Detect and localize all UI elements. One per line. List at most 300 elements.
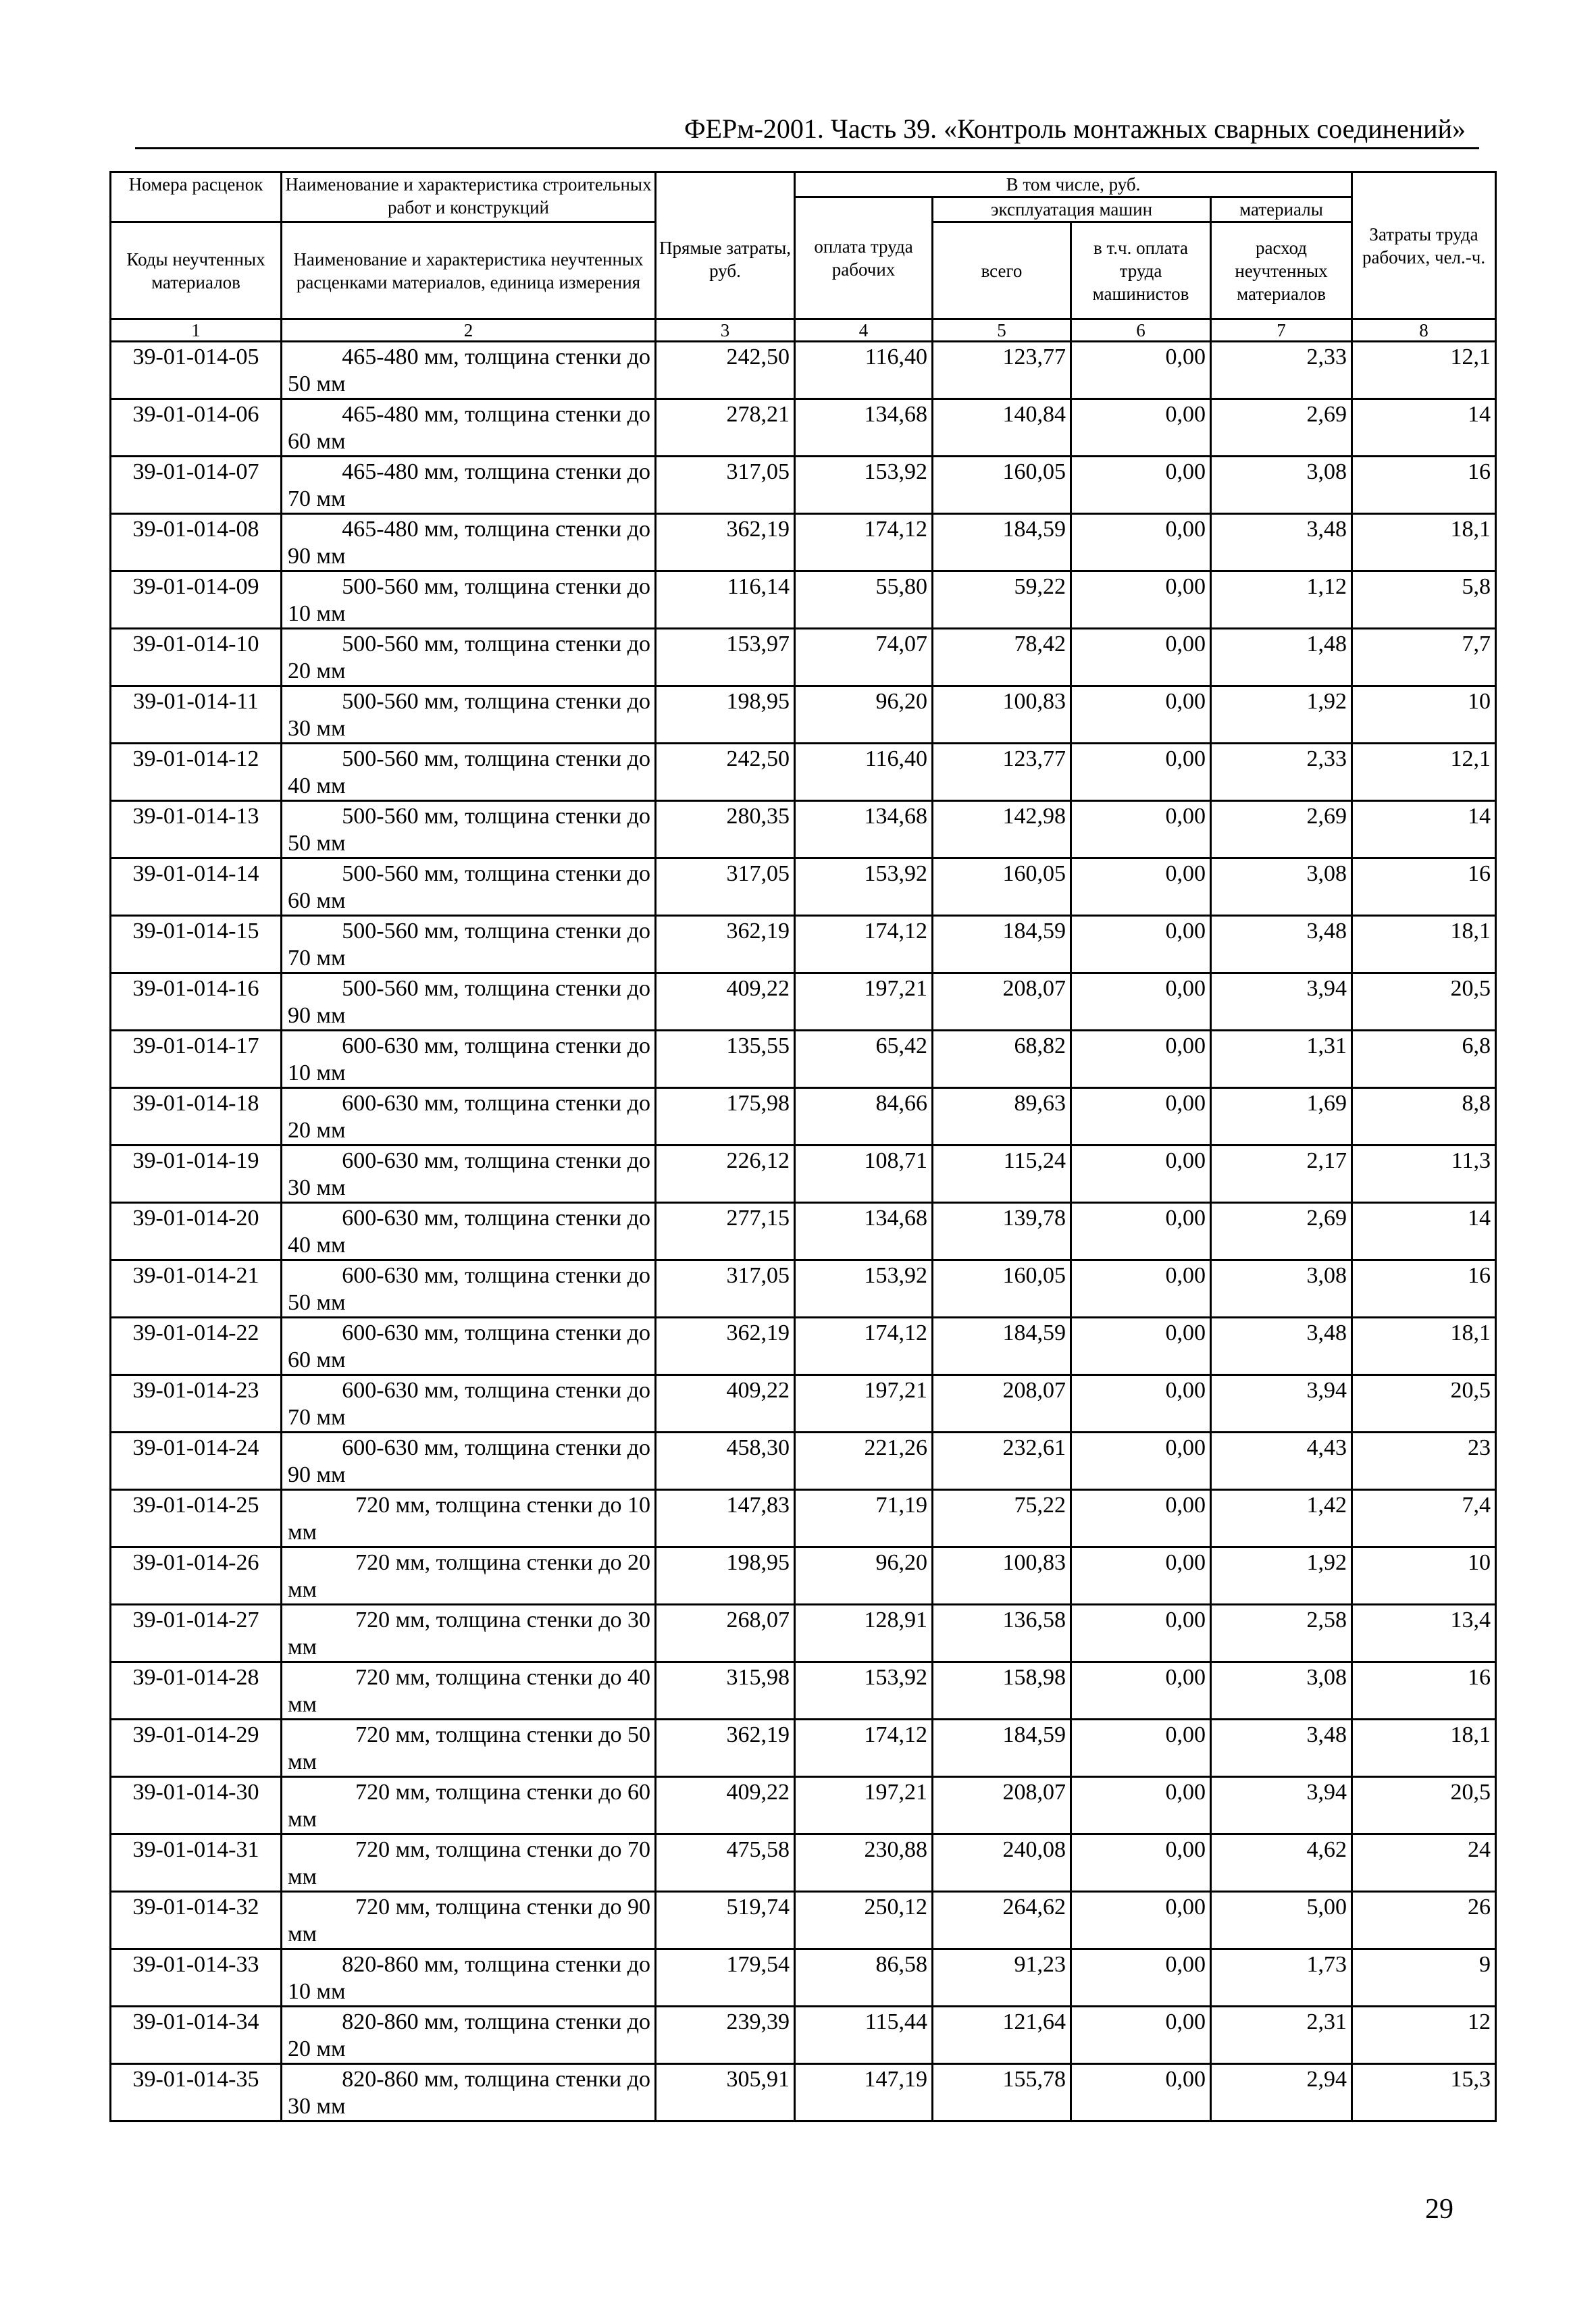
rate-description: [282, 571, 656, 629]
machine-total: 184,59: [933, 1318, 1071, 1375]
description-line: 60 мм: [288, 888, 346, 913]
rate-description: [282, 916, 656, 973]
description-line: мм: [288, 1635, 317, 1660]
description-line: мм: [288, 1749, 317, 1774]
rate-code: 39-01-014-06: [111, 399, 282, 457]
description-line: 500-560 мм, толщина стенки до: [342, 976, 650, 1001]
labor-hours: 5,8: [1352, 571, 1496, 629]
table-row: [111, 1777, 1496, 1834]
rate-code: 39-01-014-22: [111, 1318, 282, 1375]
material-consumption: 1,48: [1211, 629, 1352, 686]
rate-code: 39-01-014-30: [111, 1777, 282, 1834]
labor-hours: 10: [1352, 1547, 1496, 1605]
direct-costs: 317,05: [656, 457, 795, 514]
worker-pay: 84,66: [795, 1088, 933, 1146]
labor-hours: 18,1: [1352, 514, 1496, 571]
description-line: 465-480 мм, толщина стенки до: [342, 344, 650, 369]
table-row: [111, 1605, 1496, 1662]
table-row: [111, 342, 1496, 399]
description-line: 70 мм: [288, 1405, 346, 1430]
worker-pay: 71,19: [795, 1490, 933, 1547]
material-consumption: 2,58: [1211, 1605, 1352, 1662]
material-consumption: 1,31: [1211, 1031, 1352, 1088]
rate-description: [282, 801, 656, 858]
material-consumption: 4,43: [1211, 1433, 1352, 1490]
material-consumption: 1,73: [1211, 1949, 1352, 2007]
material-consumption: 3,94: [1211, 1375, 1352, 1433]
rate-description: [282, 973, 656, 1031]
machine-total: 160,05: [933, 457, 1071, 514]
operator-pay: 0,00: [1071, 686, 1211, 744]
table-body: [111, 342, 1496, 2122]
column-number: 7: [1211, 319, 1352, 342]
table-row: [111, 1260, 1496, 1318]
worker-pay: 197,21: [795, 1375, 933, 1433]
header-rate-number: Номера расценок: [111, 172, 282, 222]
material-consumption: 3,08: [1211, 1662, 1352, 1720]
direct-costs: 198,95: [656, 1547, 795, 1605]
header-column-numbers: [111, 319, 1496, 342]
description-line: 50 мм: [288, 371, 346, 396]
direct-costs: 280,35: [656, 801, 795, 858]
rate-code: 39-01-014-32: [111, 1892, 282, 1949]
machine-total: 100,83: [933, 1547, 1071, 1605]
material-consumption: 2,17: [1211, 1146, 1352, 1203]
rate-description: [282, 1547, 656, 1605]
page-header: [135, 108, 1479, 149]
operator-pay: 0,00: [1071, 457, 1211, 514]
table-row: [111, 973, 1496, 1031]
table-row: [111, 1203, 1496, 1260]
machine-total: 155,78: [933, 2064, 1071, 2122]
worker-pay: 86,58: [795, 1949, 933, 2007]
description-line: 90 мм: [288, 1003, 346, 1028]
description-line: 500-560 мм, толщина стенки до: [342, 919, 650, 944]
machine-total: 208,07: [933, 1777, 1071, 1834]
description-line: 720 мм, толщина стенки до 40: [355, 1665, 650, 1690]
direct-costs: 409,22: [656, 973, 795, 1031]
table-row: [111, 1318, 1496, 1375]
table-row: [111, 1949, 1496, 2007]
operator-pay: 0,00: [1071, 973, 1211, 1031]
direct-costs: 268,07: [656, 1605, 795, 1662]
header-work-name: Наименование и характеристика строительных работ и конструкций: [282, 172, 656, 222]
operator-pay: 0,00: [1071, 1088, 1211, 1146]
machine-total: 136,58: [933, 1605, 1071, 1662]
rate-description: [282, 399, 656, 457]
description-line: мм: [288, 1864, 317, 1889]
rate-code: 39-01-014-13: [111, 801, 282, 858]
table-header: [111, 172, 1496, 342]
operator-pay: 0,00: [1071, 399, 1211, 457]
description-line: 500-560 мм, толщина стенки до: [342, 689, 650, 714]
machine-total: 59,22: [933, 571, 1071, 629]
operator-pay: 0,00: [1071, 858, 1211, 916]
direct-costs: 362,19: [656, 514, 795, 571]
direct-costs: 519,74: [656, 1892, 795, 1949]
machine-total: 91,23: [933, 1949, 1071, 2007]
description-line: 600-630 мм, толщина стенки до: [342, 1206, 650, 1231]
rate-code: 39-01-014-20: [111, 1203, 282, 1260]
worker-pay: 96,20: [795, 686, 933, 744]
description-line: 720 мм, толщина стенки до 20: [355, 1550, 650, 1575]
material-consumption: 2,69: [1211, 1203, 1352, 1260]
rate-code: 39-01-014-16: [111, 973, 282, 1031]
table-row: [111, 1088, 1496, 1146]
description-line: 720 мм, толщина стенки до 60: [355, 1780, 650, 1805]
machine-total: 75,22: [933, 1490, 1071, 1547]
material-consumption: 3,94: [1211, 1777, 1352, 1834]
labor-hours: 20,5: [1352, 1375, 1496, 1433]
table-row: [111, 1433, 1496, 1490]
material-consumption: 1,92: [1211, 1547, 1352, 1605]
description-line: мм: [288, 1922, 317, 1947]
description-line: 465-480 мм, толщина стенки до: [342, 517, 650, 542]
material-consumption: 3,48: [1211, 1720, 1352, 1777]
direct-costs: 317,05: [656, 858, 795, 916]
header-operator-pay: в т.ч. оплата труда машинистов: [1071, 222, 1211, 319]
rate-description: [282, 514, 656, 571]
description-line: мм: [288, 1807, 317, 1832]
labor-hours: 7,4: [1352, 1490, 1496, 1547]
machine-total: 232,61: [933, 1433, 1071, 1490]
rate-code: 39-01-014-28: [111, 1662, 282, 1720]
direct-costs: 458,30: [656, 1433, 795, 1490]
material-consumption: 1,92: [1211, 686, 1352, 744]
header-machine-operation: эксплуатация машин: [933, 197, 1211, 222]
rate-code: 39-01-014-17: [111, 1031, 282, 1088]
description-line: мм: [288, 1692, 317, 1717]
rate-description: [282, 1949, 656, 2007]
table-row: [111, 858, 1496, 916]
table-row: [111, 2007, 1496, 2064]
labor-hours: 12: [1352, 2007, 1496, 2064]
machine-total: 121,64: [933, 2007, 1071, 2064]
operator-pay: 0,00: [1071, 514, 1211, 571]
description-line: 720 мм, толщина стенки до 70: [355, 1837, 650, 1862]
labor-hours: 15,3: [1352, 2064, 1496, 2122]
header-machine-total: всего: [933, 222, 1071, 319]
machine-total: 208,07: [933, 973, 1071, 1031]
material-consumption: 2,94: [1211, 2064, 1352, 2122]
description-line: 600-630 мм, толщина стенки до: [342, 1033, 650, 1058]
machine-total: 140,84: [933, 399, 1071, 457]
labor-hours: 26: [1352, 1892, 1496, 1949]
rate-description: [282, 342, 656, 399]
material-consumption: 1,42: [1211, 1490, 1352, 1547]
table-row: [111, 1146, 1496, 1203]
column-number: 3: [656, 319, 795, 342]
rate-code: 39-01-014-15: [111, 916, 282, 973]
description-line: 820-860 мм, толщина стенки до: [342, 2067, 650, 2092]
page-number: 29: [1425, 2194, 1453, 2225]
page-header-title: ФЕРм-2001. Часть 39. «Контроль монтажных сварных соединений»: [684, 113, 1466, 144]
labor-hours: 23: [1352, 1433, 1496, 1490]
direct-costs: 198,95: [656, 686, 795, 744]
operator-pay: 0,00: [1071, 1949, 1211, 2007]
direct-costs: 305,91: [656, 2064, 795, 2122]
worker-pay: 230,88: [795, 1834, 933, 1892]
operator-pay: 0,00: [1071, 342, 1211, 399]
description-line: 720 мм, толщина стенки до 90: [355, 1895, 650, 1920]
material-consumption: 3,48: [1211, 514, 1352, 571]
machine-total: 100,83: [933, 686, 1071, 744]
labor-hours: 20,5: [1352, 1777, 1496, 1834]
table-row: [111, 514, 1496, 571]
description-line: 70 мм: [288, 486, 346, 511]
worker-pay: 128,91: [795, 1605, 933, 1662]
worker-pay: 74,07: [795, 629, 933, 686]
description-line: 465-480 мм, толщина стенки до: [342, 459, 650, 484]
description-line: 720 мм, толщина стенки до 30: [355, 1608, 650, 1632]
description-line: 70 мм: [288, 946, 346, 971]
machine-total: 89,63: [933, 1088, 1071, 1146]
table-row: [111, 744, 1496, 801]
direct-costs: 242,50: [656, 744, 795, 801]
header-direct-costs: Прямые затраты, руб.: [656, 172, 795, 319]
operator-pay: 0,00: [1071, 1375, 1211, 1433]
labor-hours: 14: [1352, 399, 1496, 457]
table-row: [111, 1834, 1496, 1892]
operator-pay: 0,00: [1071, 629, 1211, 686]
rate-description: [282, 1662, 656, 1720]
header-including: В том числе, руб.: [795, 172, 1352, 197]
description-line: 90 мм: [288, 544, 346, 569]
rate-description: [282, 1203, 656, 1260]
direct-costs: 317,05: [656, 1260, 795, 1318]
operator-pay: 0,00: [1071, 1433, 1211, 1490]
rate-description: [282, 1490, 656, 1547]
rate-code: 39-01-014-12: [111, 744, 282, 801]
table-row: [111, 2064, 1496, 2122]
worker-pay: 116,40: [795, 342, 933, 399]
rate-description: [282, 1433, 656, 1490]
direct-costs: 226,12: [656, 1146, 795, 1203]
header-material-consumption: расход неучтенных материалов: [1211, 222, 1352, 319]
description-line: 20 мм: [288, 2036, 346, 2061]
description-line: 60 мм: [288, 429, 346, 454]
description-line: 720 мм, толщина стенки до 10: [355, 1493, 650, 1518]
rate-description: [282, 744, 656, 801]
worker-pay: 153,92: [795, 858, 933, 916]
machine-total: 184,59: [933, 514, 1071, 571]
description-line: 10 мм: [288, 601, 346, 626]
direct-costs: 362,19: [656, 1720, 795, 1777]
machine-total: 160,05: [933, 1260, 1071, 1318]
table-row: [111, 571, 1496, 629]
rate-description: [282, 1031, 656, 1088]
operator-pay: 0,00: [1071, 916, 1211, 973]
table-row: [111, 399, 1496, 457]
description-line: 600-630 мм, толщина стенки до: [342, 1263, 650, 1288]
description-line: 500-560 мм, толщина стенки до: [342, 746, 650, 771]
description-line: 600-630 мм, толщина стенки до: [342, 1148, 650, 1173]
labor-hours: 7,7: [1352, 629, 1496, 686]
direct-costs: 239,39: [656, 2007, 795, 2064]
direct-costs: 362,19: [656, 1318, 795, 1375]
labor-hours: 20,5: [1352, 973, 1496, 1031]
worker-pay: 55,80: [795, 571, 933, 629]
description-line: 600-630 мм, толщина стенки до: [342, 1378, 650, 1403]
rate-code: 39-01-014-35: [111, 2064, 282, 2122]
table-row: [111, 1892, 1496, 1949]
worker-pay: 174,12: [795, 916, 933, 973]
description-line: мм: [288, 1520, 317, 1545]
labor-hours: 12,1: [1352, 744, 1496, 801]
table-row: [111, 686, 1496, 744]
labor-hours: 16: [1352, 858, 1496, 916]
table-row: [111, 457, 1496, 514]
description-line: 30 мм: [288, 1175, 346, 1200]
labor-hours: 13,4: [1352, 1605, 1496, 1662]
labor-hours: 18,1: [1352, 916, 1496, 973]
description-line: 90 мм: [288, 1462, 346, 1487]
table-row: [111, 1375, 1496, 1433]
operator-pay: 0,00: [1071, 1031, 1211, 1088]
description-line: 820-860 мм, толщина стенки до: [342, 2009, 650, 2034]
operator-pay: 0,00: [1071, 1203, 1211, 1260]
header-worker-pay: оплата труда рабочих: [795, 197, 933, 319]
labor-hours: 16: [1352, 457, 1496, 514]
material-consumption: 2,33: [1211, 744, 1352, 801]
rate-code: 39-01-014-26: [111, 1547, 282, 1605]
description-line: 600-630 мм, толщина стенки до: [342, 1320, 650, 1345]
description-line: 20 мм: [288, 1118, 346, 1143]
operator-pay: 0,00: [1071, 1892, 1211, 1949]
rates-table: [109, 171, 1497, 2122]
direct-costs: 278,21: [656, 399, 795, 457]
description-line: 600-630 мм, толщина стенки до: [342, 1435, 650, 1460]
column-number: 6: [1071, 319, 1211, 342]
material-consumption: 3,08: [1211, 858, 1352, 916]
labor-hours: 14: [1352, 801, 1496, 858]
direct-costs: 475,58: [656, 1834, 795, 1892]
description-line: 60 мм: [288, 1347, 346, 1372]
operator-pay: 0,00: [1071, 1834, 1211, 1892]
rate-description: [282, 1375, 656, 1433]
rate-code: 39-01-014-25: [111, 1490, 282, 1547]
rate-description: [282, 1318, 656, 1375]
rate-code: 39-01-014-07: [111, 457, 282, 514]
rate-description: [282, 2064, 656, 2122]
rate-code: 39-01-014-19: [111, 1146, 282, 1203]
rate-description: [282, 457, 656, 514]
machine-total: 160,05: [933, 858, 1071, 916]
column-number: 5: [933, 319, 1071, 342]
description-line: 500-560 мм, толщина стенки до: [342, 861, 650, 886]
machine-total: 139,78: [933, 1203, 1071, 1260]
table-row: [111, 916, 1496, 973]
worker-pay: 108,71: [795, 1146, 933, 1203]
worker-pay: 174,12: [795, 1720, 933, 1777]
operator-pay: 0,00: [1071, 801, 1211, 858]
labor-hours: 24: [1352, 1834, 1496, 1892]
operator-pay: 0,00: [1071, 1260, 1211, 1318]
rate-code: 39-01-014-21: [111, 1260, 282, 1318]
material-consumption: 3,94: [1211, 973, 1352, 1031]
rate-description: [282, 1892, 656, 1949]
column-number: 1: [111, 319, 282, 342]
worker-pay: 147,19: [795, 2064, 933, 2122]
rate-description: [282, 1088, 656, 1146]
description-line: 465-480 мм, толщина стенки до: [342, 402, 650, 427]
header-materials: материалы: [1211, 197, 1352, 222]
description-line: 40 мм: [288, 773, 346, 798]
operator-pay: 0,00: [1071, 1146, 1211, 1203]
machine-total: 142,98: [933, 801, 1071, 858]
rate-code: 39-01-014-14: [111, 858, 282, 916]
worker-pay: 153,92: [795, 1662, 933, 1720]
labor-hours: 9: [1352, 1949, 1496, 2007]
operator-pay: 0,00: [1071, 2064, 1211, 2122]
rate-description: [282, 629, 656, 686]
labor-hours: 8,8: [1352, 1088, 1496, 1146]
material-consumption: 5,00: [1211, 1892, 1352, 1949]
worker-pay: 153,92: [795, 1260, 933, 1318]
header-labor-hours: Затраты труда рабочих, чел.-ч.: [1352, 172, 1496, 319]
table-row: [111, 1720, 1496, 1777]
material-consumption: 1,69: [1211, 1088, 1352, 1146]
rate-description: [282, 1260, 656, 1318]
direct-costs: 179,54: [656, 1949, 795, 2007]
operator-pay: 0,00: [1071, 1605, 1211, 1662]
rate-code: 39-01-014-27: [111, 1605, 282, 1662]
column-number: 8: [1352, 319, 1496, 342]
rate-code: 39-01-014-11: [111, 686, 282, 744]
direct-costs: 175,98: [656, 1088, 795, 1146]
labor-hours: 18,1: [1352, 1720, 1496, 1777]
machine-total: 184,59: [933, 916, 1071, 973]
labor-hours: 16: [1352, 1260, 1496, 1318]
labor-hours: 10: [1352, 686, 1496, 744]
worker-pay: 250,12: [795, 1892, 933, 1949]
header-material-name: Наименование и характеристика неучтенных расценками материалов, единица измерения: [282, 222, 656, 319]
column-number: 2: [282, 319, 656, 342]
description-line: 10 мм: [288, 1060, 346, 1085]
worker-pay: 134,68: [795, 399, 933, 457]
rate-code: 39-01-014-18: [111, 1088, 282, 1146]
labor-hours: 16: [1352, 1662, 1496, 1720]
worker-pay: 96,20: [795, 1547, 933, 1605]
machine-total: 158,98: [933, 1662, 1071, 1720]
material-consumption: 3,48: [1211, 1318, 1352, 1375]
description-line: 50 мм: [288, 831, 346, 856]
machine-total: 115,24: [933, 1146, 1071, 1203]
material-consumption: 2,33: [1211, 342, 1352, 399]
rate-description: [282, 1720, 656, 1777]
operator-pay: 0,00: [1071, 1490, 1211, 1547]
direct-costs: 116,14: [656, 571, 795, 629]
rate-description: [282, 686, 656, 744]
table-row: [111, 629, 1496, 686]
description-line: 50 мм: [288, 1290, 346, 1315]
direct-costs: 147,83: [656, 1490, 795, 1547]
direct-costs: 409,22: [656, 1777, 795, 1834]
material-consumption: 1,12: [1211, 571, 1352, 629]
machine-total: 208,07: [933, 1375, 1071, 1433]
description-line: 30 мм: [288, 716, 346, 741]
column-number: 4: [795, 319, 933, 342]
worker-pay: 174,12: [795, 514, 933, 571]
description-line: мм: [288, 1577, 317, 1602]
rate-description: [282, 1834, 656, 1892]
rate-description: [282, 1605, 656, 1662]
rate-code: 39-01-014-23: [111, 1375, 282, 1433]
machine-total: 68,82: [933, 1031, 1071, 1088]
description-line: 500-560 мм, толщина стенки до: [342, 632, 650, 657]
table-row: [111, 1490, 1496, 1547]
labor-hours: 12,1: [1352, 342, 1496, 399]
